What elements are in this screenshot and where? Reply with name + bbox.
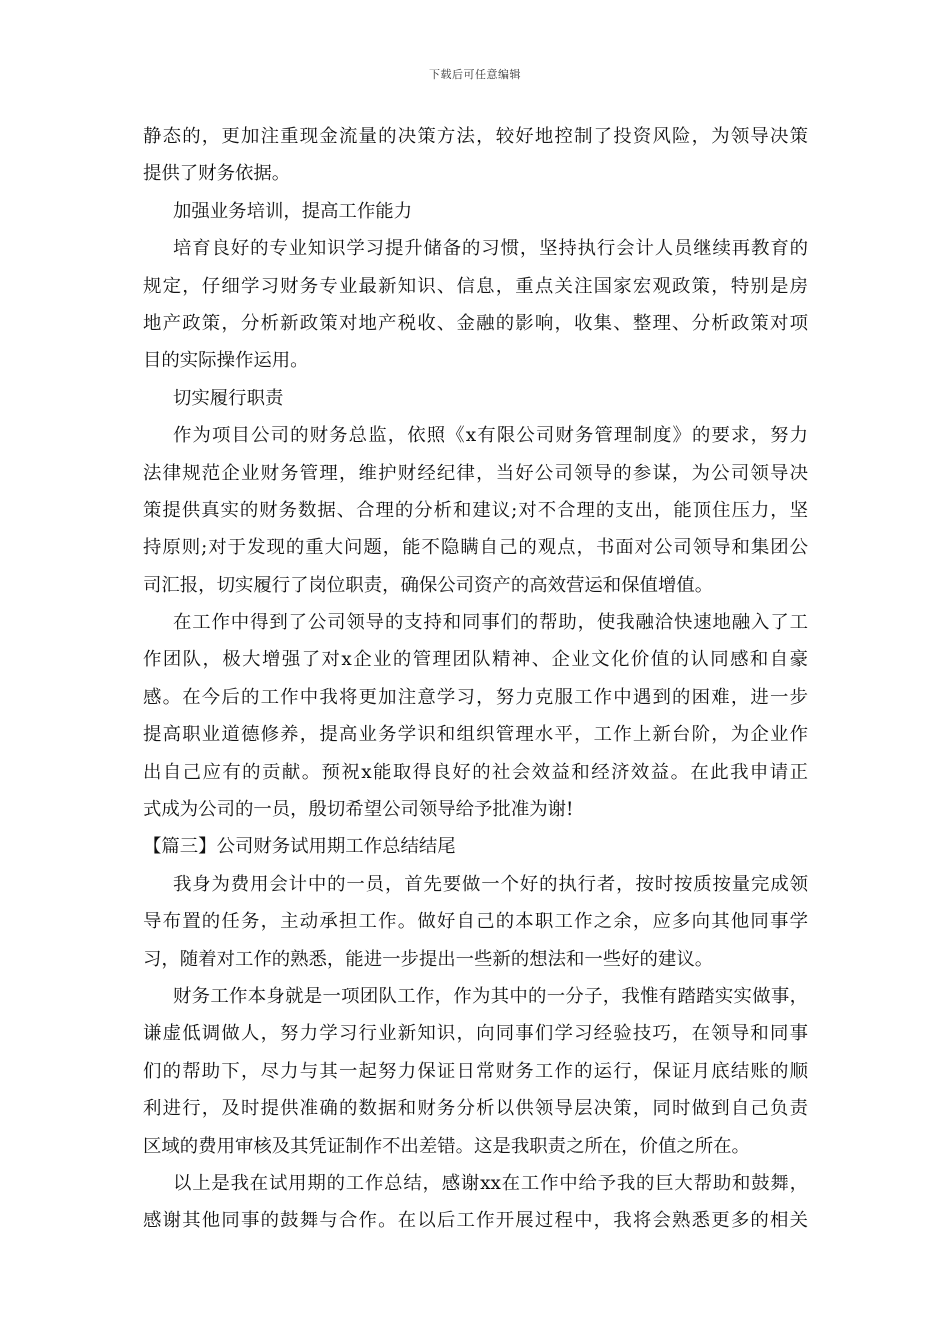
section-heading: 加强业务培训，提高工作能力 (173, 200, 413, 222)
text-line: 持原则;对于发现的重大问题，能不隐瞒自己的观点，书面对公司领导和集团公 (143, 537, 808, 559)
text-line: 规定，仔细学习财务专业最新知识、信息，重点关注国家宏观政策，特别是房 (143, 275, 808, 297)
text-line: 在工作中得到了公司领导的支持和同事们的帮助，使我融洽快速地融入了工 (173, 612, 808, 634)
text-line: 法律规范企业财务管理，维护财经纪律，当好公司领导的参谋，为公司领导决 (143, 462, 808, 484)
text-line: 提高职业道德修养，提高业务学识和组织管理水平，工作上新台阶，为企业作 (143, 724, 808, 746)
text-line: 导布置的任务，主动承担工作。做好自己的本职工作之余，应多向其他同事学 (143, 911, 808, 933)
section-heading: 切实履行职责 (173, 387, 284, 409)
text-line: 目的实际操作运用。 (143, 350, 309, 372)
text-line: 习，随着对工作的熟悉，能进一步提出一些新的想法和一些好的建议。 (143, 948, 714, 970)
text-line: 们的帮助下，尽力与其一起努力保证日常财务工作的运行，保证月底结账的顺 (143, 1060, 808, 1082)
text-line: 司汇报，切实履行了岗位职责，确保公司资产的高效营运和保值增值。 (143, 574, 714, 596)
text-line: 我身为费用会计中的一员，首先要做一个好的执行者，按时按质按量完成领 (173, 873, 808, 895)
page-header: 下载后可任意编辑 (429, 68, 521, 81)
text-line: 出自己应有的贡献。预祝x能取得良好的社会效益和经济效益。在此我申请正 (143, 761, 808, 783)
text-line: 静态的，更加注重现金流量的决策方法，较好地控制了投资风险，为领导决策 (143, 126, 808, 147)
text-line: 以上是我在试用期的工作总结，感谢xx在工作中给予我的巨大帮助和鼓舞， (173, 1172, 808, 1194)
text-line: 提供了财务依据。 (143, 163, 291, 185)
text-line: 培育良好的专业知识学习提升储备的习惯，坚持执行会计人员继续再教育的 (173, 238, 808, 260)
text-line: 作团队，极大增强了对x企业的管理团队精神、企业文化价值的认同感和自豪 (143, 649, 808, 671)
text-line: 谦虚低调做人，努力学习行业新知识，向同事们学习经验技巧，在领导和同事 (143, 1023, 808, 1045)
text-line: 地产政策，分析新政策对地产税收、金融的影响，收集、整理、分析政策对项 (143, 312, 808, 334)
section-heading: 【篇三】公司财务试用期工作总结结尾 (143, 836, 456, 858)
text-line: 感。在今后的工作中我将更加注意学习，努力克服工作中遇到的困难，进一步 (143, 686, 808, 708)
text-line: 感谢其他同事的鼓舞与合作。在以后工作开展过程中，我将会熟悉更多的相关 (143, 1210, 808, 1232)
document-body (143, 118, 808, 1240)
text-line: 策提供真实的财务数据、合理的分析和建议;对不合理的支出，能顶住压力，坚 (143, 499, 808, 521)
text-line: 利进行，及时提供准确的数据和财务分析以供领导层决策，同时做到自己负责 (143, 1098, 808, 1120)
text-line: 式成为公司的一员，殷切希望公司领导给予批准为谢! (143, 799, 574, 821)
text-line: 财务工作本身就是一项团队工作，作为其中的一分子，我惟有踏踏实实做事， (173, 985, 808, 1007)
text-line: 区域的费用审核及其凭证制作不出差错。这是我职责之所在，价值之所在。 (143, 1135, 750, 1157)
text-line: 作为项目公司的财务总监，依照《x有限公司财务管理制度》的要求，努力 (173, 425, 808, 447)
